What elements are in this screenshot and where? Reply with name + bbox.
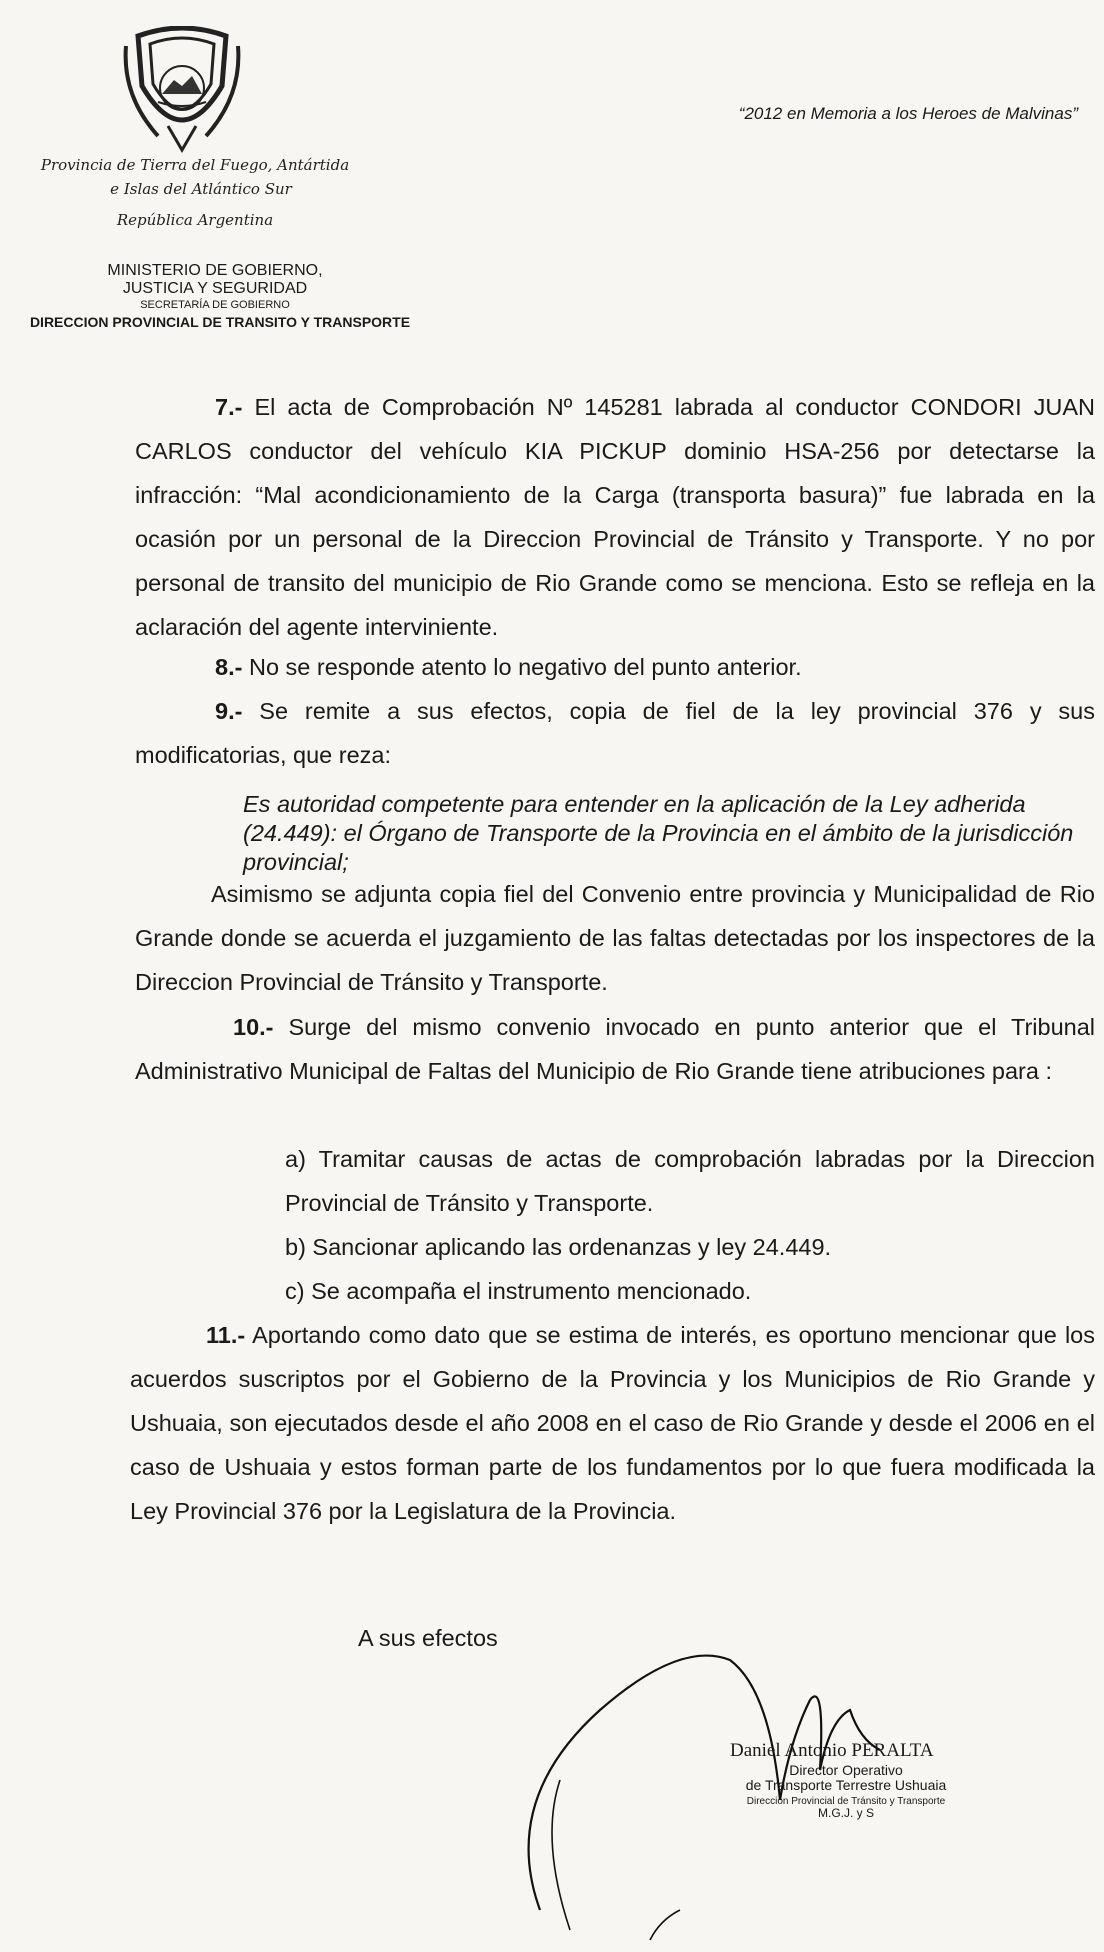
province-name-line1: Provincia de Tierra del Fuego, Antártida	[40, 156, 350, 174]
paragraph-text: El acta de Comprobación Nº 145281 labrada al conductor CONDORI JUAN CARLOS conductor del vehículo KIA PICKUP dominio HSA-256 por detectarse la infracción: “Mal acondicionamiento de la Carga (transporta basura)” fue labrada en la ocasión por un personal de la Direccion Provincial de Tránsito y Transporte. Y no por personal de transito del municipio de Rio Grande como se menciona. Esto se refleja en la aclaración del agente interviniente.	[135, 394, 1095, 640]
paragraph-text: Aportando como dato que se estima de interés, es oportuno mencionar que los acuerdos suscriptos por el Gobierno de la Provincia y los Municipios de Rio Grande y Ushuaia, son ejecutados desde el año 2008 en el caso de Rio Grande y desde el 2006 en el caso de Ushuaia y estos forman parte de los fundamentos por lo que fuera modificada la Ley Provincial 376 por la Legislatura de la Provincia.	[130, 1322, 1095, 1524]
signer-title-line1: Director Operativo	[789, 1762, 903, 1778]
signer-title-line4: M.G.J. y S	[817, 1806, 874, 1820]
closing-text: A sus efectos	[358, 1625, 498, 1651]
ministry-line2: JUSTICIA Y SEGURIDAD	[122, 280, 308, 297]
list-item-a: a) Tramitar causas de actas de comprobación labradas por la Direccion Provincial de Tránsito y Transporte.	[285, 1146, 1095, 1216]
paragraph-number: 10.-	[233, 1014, 274, 1040]
paragraph-9	[135, 689, 1095, 777]
province-name-line2: e Islas del Atlántico Sur	[110, 180, 292, 198]
signer-title-line3: Dirección Provincial de Tránsito y Transporte	[746, 1796, 946, 1807]
paragraph-8	[135, 645, 1095, 689]
paragraph-number: 8.-	[215, 654, 243, 680]
country-name: República Argentina	[116, 211, 274, 229]
signer-name: Daniel Antonio PERALTA	[730, 1740, 934, 1761]
list-item-b: b) Sancionar aplicando las ordenanzas y ley 24.449.	[285, 1234, 832, 1260]
law-quote: Es autoridad competente para entender en la aplicación de la Ley adherida (24.449): el Órgano de Transporte de la Provincia en el ámbito de la jurisdicción provincial;	[243, 791, 1074, 875]
paragraph-number: 9.-	[215, 698, 243, 724]
paragraph-text: Surge del mismo convenio invocado en punto anterior que el Tribunal Administrativo Municipal de Faltas del Municipio de Rio Grande tiene atribuciones para :	[135, 1014, 1095, 1084]
provincial-coat-of-arms	[118, 26, 246, 154]
signer-title-line2: de Transporte Terrestre Ushuaia	[745, 1777, 947, 1793]
motto-text: “2012 en Memoria a los Heroes de Malvinas”	[738, 104, 1078, 123]
paragraph-number: 7.-	[215, 394, 243, 420]
paragraph-7	[135, 385, 1095, 649]
secretaria-label: SECRETARÍA DE GOBIERNO	[140, 299, 290, 311]
paragraph-text: No se responde atento lo negativo del punto anterior.	[242, 654, 802, 680]
paragraph-11	[130, 1313, 1095, 1533]
ministry-line1: MINISTERIO DE GOBIERNO,	[107, 262, 323, 279]
paragraph-10	[135, 1005, 1095, 1093]
paragraph-text: Se remite a sus efectos, copia de fiel de la ley provincial 376 y sus modificatorias, que reza:	[135, 698, 1095, 768]
list-item-c: c) Se acompaña el instrumento mencionado.	[285, 1278, 752, 1304]
paragraph-number: 11.-	[206, 1322, 246, 1348]
direccion-label: DIRECCION PROVINCIAL DE TRANSITO Y TRANSPORTE	[29, 314, 411, 330]
paragraph-9b: Asimismo se adjunta copia fiel del Convenio entre provincia y Municipalidad de Rio Grande donde se acuerda el juzgamiento de las faltas detectadas por los inspectores de la Direccion Provincial de Tránsito y Transporte.	[135, 881, 1095, 995]
